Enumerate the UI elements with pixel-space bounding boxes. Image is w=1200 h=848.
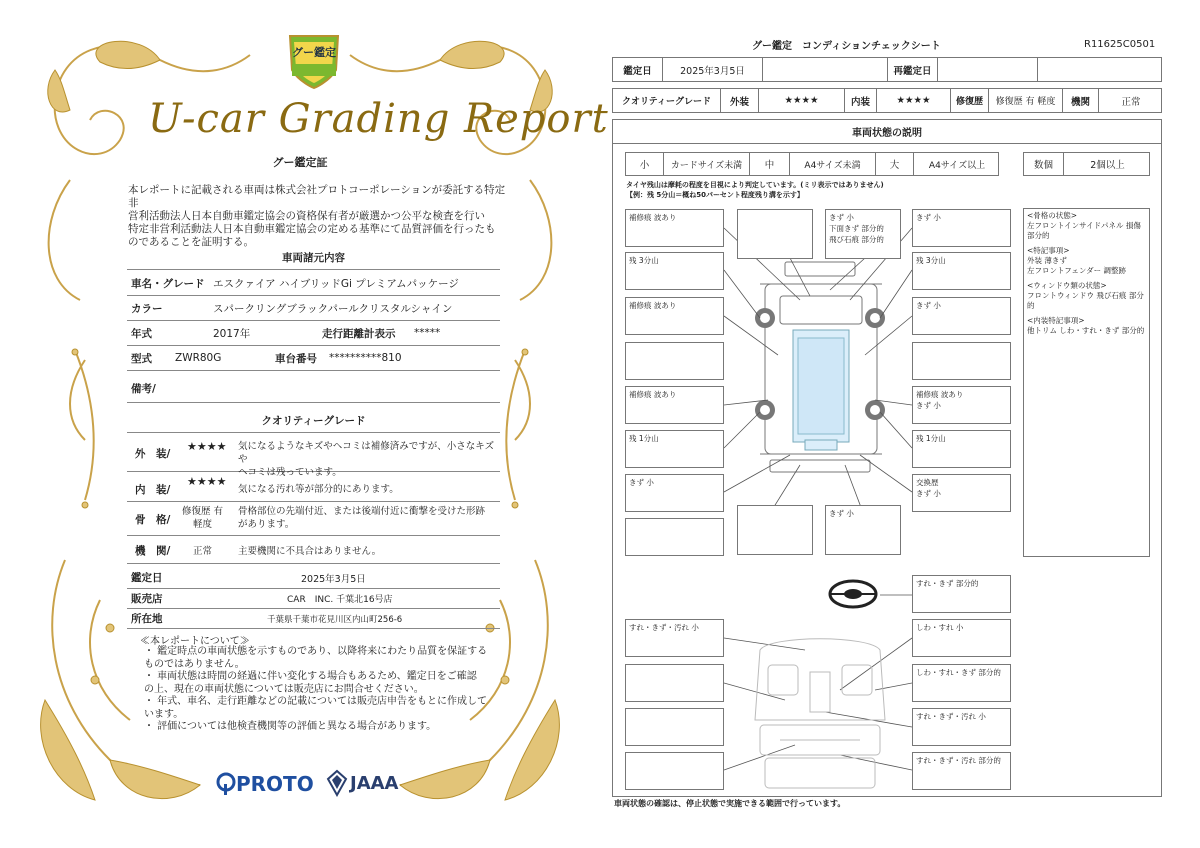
- notes-list: [142, 646, 502, 734]
- count-value: 2個以上: [1090, 160, 1125, 171]
- interior-value: ★★★★: [877, 89, 951, 112]
- interior-label: 内装: [845, 89, 877, 112]
- note-item: ・ 車両状態は時間の経過に伴い変化する場合もあるため、鑑定日をご確認 の上、現在の車両状態については販売店にお問合せください。: [144, 671, 477, 695]
- right-side-ornament: [506, 349, 530, 508]
- condition-check-sheet: [600, 0, 1200, 848]
- appraisal-value: CAR INC. 千葉北16号店: [287, 595, 393, 605]
- damage-box: 補修痕 波あり きず 小: [912, 386, 1011, 424]
- spec-label: 車台番号: [275, 352, 317, 365]
- quality-label: 骨 格/: [135, 514, 171, 526]
- size-medium: 中: [750, 153, 790, 175]
- spec-row-remarks: [127, 374, 500, 403]
- size-small: 小: [626, 153, 664, 175]
- interior-box: すれ・きず・汚れ 部分的: [912, 752, 1011, 790]
- jaaa-logo-icon: [326, 769, 348, 797]
- interior-box: すれ・きず・汚れ 小: [625, 619, 724, 657]
- quality-row-frame: [127, 502, 500, 536]
- engine-value: 正常: [1121, 96, 1141, 108]
- spec-value: *****: [414, 327, 441, 339]
- size-large: 大: [876, 153, 914, 175]
- cert-line: 営利活動法人日本自動車鑑定協会の資格保有者が厳選かつ公平な検査を行い: [128, 210, 485, 222]
- size-medium-desc: A4サイズ未満: [790, 153, 876, 175]
- spec-row-color: [127, 296, 500, 321]
- quality-grade: 修復歴 有 軽度: [182, 506, 224, 530]
- damage-box: [737, 505, 813, 555]
- damage-box: [625, 342, 724, 380]
- notes-heading: ≪本レポートについて≫: [140, 636, 250, 647]
- tire-note: タイヤ残山は摩耗の程度を目視により判定しています。(ミリ表示ではありません) 【例：残 5分山＝概ね50パーセント程度残り溝を示す】: [626, 181, 884, 199]
- cert-body: [128, 184, 508, 249]
- cert-line: のであることを証明する。: [128, 236, 254, 248]
- repair-history-label: 修復歴: [951, 89, 989, 112]
- condition-notes: <骨格の状態> 左フロントインサイドパネル 損傷 部分的 <特記事項> 外装 薄きず 左フロントフェンダー 調整跡 <ウィンドウ類の状態> フロントウィンドウ 飛び石痕 部分的 <内装特記事項> 他トリム しわ・すれ・きず 部分的: [1023, 208, 1150, 557]
- spec-value: 2017年: [213, 327, 251, 340]
- spec-row-name: [127, 271, 500, 296]
- proto-logo-icon: [216, 772, 236, 796]
- section-title: 車両状態の説明: [612, 119, 1162, 144]
- sheet-footer: 車両状態の確認は、停止状態で実施できる範囲で行っています。: [614, 799, 846, 808]
- cert-heading: グー鑑定証: [272, 156, 328, 169]
- quality-grade: 正常: [193, 546, 213, 557]
- size-large-desc: A4サイズ以上: [928, 160, 986, 171]
- spec-label: カラー: [131, 302, 163, 315]
- interior-box: しわ・すれ 小: [912, 619, 1011, 657]
- damage-box: 交換歴 きず 小: [912, 474, 1011, 512]
- spec-label: 型式: [131, 352, 152, 365]
- spec-value: ZWR80G: [175, 352, 222, 364]
- damage-box: きず 小 下面きず 部分的 飛び石痕 部分的: [825, 209, 901, 259]
- quality-row-exterior: [127, 436, 500, 478]
- interior-box: すれ・きず・汚れ 小: [912, 708, 1011, 746]
- quality-desc: 主要機関に不具合はありません。: [238, 546, 382, 557]
- engine-label: 機関: [1063, 89, 1099, 112]
- interior-box: すれ・きず 部分的: [912, 575, 1011, 613]
- quality-label: 外 装/: [135, 448, 171, 460]
- cert-line: 本レポートに記載される車両は株式会社プロトコーポレーションが委託する特定非: [128, 184, 506, 209]
- spec-label: 年式: [131, 327, 152, 340]
- damage-box: きず 小: [825, 505, 901, 555]
- sheet-title: グー鑑定 コンディションチェックシート: [752, 41, 941, 52]
- interior-box: [625, 752, 724, 790]
- quality-grade: ★★★★: [187, 440, 227, 453]
- note-item: ・ 年式、車名、走行距離などの記載については販売店申告をもとに作成して います。: [144, 696, 487, 720]
- spec-label: 走行距離計表示: [322, 327, 396, 340]
- appraisal-label: 所在地: [131, 613, 163, 625]
- appraisal-label: 鑑定日: [131, 572, 163, 584]
- damage-box: きず 小: [912, 209, 1011, 247]
- quality-row-engine: [127, 536, 500, 564]
- damage-box: きず 小: [912, 297, 1011, 335]
- badge-text: グー鑑定: [292, 46, 336, 59]
- date-label: 鑑定日: [613, 58, 663, 81]
- damage-box: [625, 518, 724, 556]
- quality-label: 内 装/: [135, 484, 171, 496]
- spec-value: エスクァイア ハイブリッドGi プレミアムパッケージ: [213, 277, 459, 290]
- left-side-ornament: [70, 349, 94, 508]
- damage-box: [737, 209, 813, 259]
- report-id: R11625C0501: [1084, 39, 1156, 50]
- damage-box: 残 3分山: [912, 252, 1011, 290]
- damage-box: 残 1分山: [912, 430, 1011, 468]
- interior-outline: [755, 639, 885, 788]
- interior-box: しわ・すれ・きず 部分的: [912, 664, 1011, 702]
- quality-label: 機 関/: [135, 545, 171, 557]
- date-value: 2025年3月5日: [663, 58, 763, 81]
- exterior-value: ★★★★: [759, 89, 845, 112]
- steering-wheel-icon: [830, 581, 876, 607]
- quality-row-interior: [127, 472, 500, 502]
- appraisal-shop-row: [127, 589, 500, 609]
- quality-desc: 気になるようなキズやヘコミは補修済みですが、小さなキズや ヘコミは残っています。: [238, 441, 495, 478]
- interior-box: [625, 708, 724, 746]
- damage-box: 残 1分山: [625, 430, 724, 468]
- appraisal-date-row: [127, 567, 500, 589]
- spec-value: **********810: [329, 352, 402, 364]
- reappraisal-label: 再鑑定日: [888, 58, 938, 81]
- exterior-label: 外装: [721, 89, 759, 112]
- damage-box: [912, 342, 1011, 380]
- interior-box: [625, 664, 724, 702]
- note-item: ・ 評価については他検査機関等の評価と異なる場合があります。: [144, 721, 437, 732]
- damage-box: 補修痕 波あり: [625, 209, 724, 247]
- quality-desc: 骨格部位の先端付近、または後端付近に衝撃を受けた形跡 があります。: [238, 506, 486, 530]
- damage-box: 残 3分山: [625, 252, 724, 290]
- goo-appraisal-badge: [284, 30, 344, 92]
- appraisal-value: 2025年3月5日: [301, 573, 366, 585]
- quality-desc: 気になる汚れ等が部分的にあります。: [238, 484, 399, 495]
- quality-heading: クオリティーグレード: [127, 413, 500, 433]
- appraisal-value: 千葉県千葉市花見川区内山町256-6: [267, 614, 403, 625]
- spec-label: 備考/: [131, 382, 156, 395]
- appraisal-label: 販売店: [131, 593, 163, 605]
- proto-logo: PROTO: [236, 772, 314, 796]
- cert-line: 特定非営利活動法人日本自動車鑑定協会の定める基準にて品質評価を行ったも: [128, 223, 496, 235]
- quality-grade: ★★★★: [187, 475, 227, 488]
- jaaa-logo: JAAA: [350, 773, 399, 794]
- report-title: U-car Grading Report: [148, 96, 609, 142]
- count-label: 数個: [1024, 153, 1064, 175]
- appraisal-address-row: [127, 609, 500, 629]
- spec-row-model: [127, 346, 500, 371]
- damage-box: 補修痕 波あり: [625, 386, 724, 424]
- car-outline-top: [760, 262, 882, 472]
- spec-heading: 車両諸元内容: [127, 250, 500, 270]
- quality-grade-label: クオリティーグレード: [613, 89, 721, 112]
- note-item: ・ 鑑定時点の車両状態を示すものであり、以降将来にわたり品質を保証する ものではありません。: [144, 646, 488, 670]
- size-small-desc: カードサイズ未満: [664, 153, 750, 175]
- damage-box: 補修痕 波あり: [625, 297, 724, 335]
- repair-history-value: 修復歴 有 軽度: [989, 89, 1063, 112]
- leader-lines: [724, 228, 912, 770]
- spec-value: スパークリングブラックパールクリスタルシャイン: [213, 302, 453, 315]
- spec-label: 車名・グレード: [131, 277, 205, 290]
- spec-row-year: [127, 321, 500, 346]
- damage-box: きず 小: [625, 474, 724, 512]
